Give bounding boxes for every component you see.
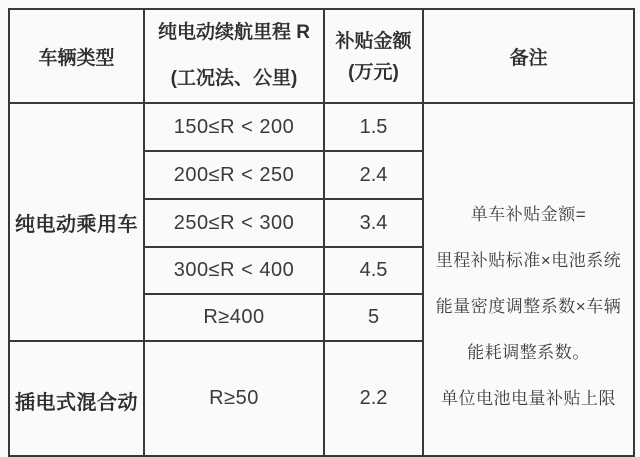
range-cell: 250≤R < 300 [144, 199, 324, 247]
remark-line: 单位电池电量补贴上限 [441, 388, 616, 408]
table-header-row [9, 9, 634, 103]
remark-line: 里程补贴标准×电池系统 [435, 250, 622, 270]
range-cell: R≥400 [144, 294, 324, 341]
range-cell: 200≤R < 250 [144, 151, 324, 199]
range-cell: R≥50 [144, 341, 324, 456]
col-header-range [144, 9, 324, 103]
remarks-cell [423, 103, 634, 456]
col-header-range-line1: 纯电动续航里程 R [157, 22, 310, 43]
ev-subsidy-table [8, 8, 635, 457]
remark-line: 能量密度调整系数×车辆 [435, 296, 622, 316]
vehicle-type-phev-cell: 插电式混合动 [9, 341, 144, 456]
table-row [9, 103, 634, 151]
subsidy-cell: 4.5 [324, 247, 423, 294]
remark-line: 单车补贴金额= [470, 204, 587, 224]
subsidy-cell: 5 [324, 294, 423, 341]
remark-line: 能耗调整系数。 [467, 342, 590, 362]
col-header-subsidy-line2: (万元) [348, 62, 399, 83]
col-header-subsidy-line1: 补贴金额 [335, 31, 412, 52]
range-cell: 300≤R < 400 [144, 247, 324, 294]
subsidy-cell: 2.4 [324, 151, 423, 199]
col-header-remarks: 备注 [423, 9, 634, 103]
vehicle-type-bev-cell: 纯电动乘用车 [9, 103, 144, 341]
subsidy-cell: 2.2 [324, 341, 423, 456]
range-cell: 150≤R < 200 [144, 103, 324, 151]
subsidy-cell: 1.5 [324, 103, 423, 151]
col-header-subsidy [324, 9, 423, 103]
col-header-vehicle-type: 车辆类型 [9, 9, 144, 103]
subsidy-cell: 3.4 [324, 199, 423, 247]
col-header-range-line2: (工况法、公里) [170, 68, 298, 89]
